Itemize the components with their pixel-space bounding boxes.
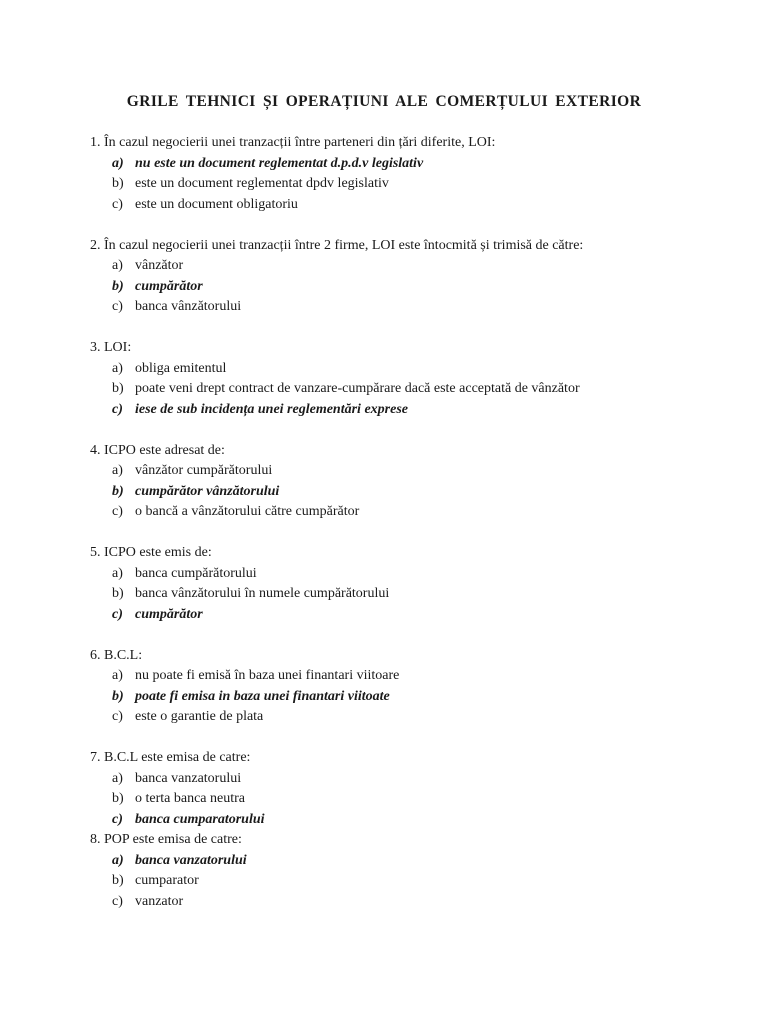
question-list <box>90 133 690 933</box>
question-item <box>90 830 690 912</box>
answer-list <box>90 851 690 913</box>
answer-list <box>90 666 690 728</box>
document-title: GRILE TEHNICI ȘI OPERAȚIUNI ALE COMERȚULUI EXTERIOR <box>126 93 642 110</box>
answer-text: poate fi emisa in baza unei finantari viitoate <box>135 688 390 704</box>
answer-letter: b) <box>112 176 124 191</box>
answer-letter: c) <box>112 709 123 724</box>
answer-text: vanzator <box>135 893 184 909</box>
answer-letter: b) <box>112 586 124 601</box>
question-text: 7. B.C.L este emisa de catre: <box>90 750 251 765</box>
answer-option <box>90 195 690 216</box>
correct-answer-option <box>90 810 690 831</box>
answer-text: banca vanzatorului <box>135 852 247 868</box>
answer-text: poate veni drept contract de vanzare-cumpărare dacă este acceptată de vânzător <box>135 381 580 396</box>
answer-option <box>90 584 690 605</box>
answer-letter: b) <box>112 483 124 499</box>
correct-answer-option <box>90 482 690 503</box>
answer-text: banca vânzătorului <box>135 299 242 314</box>
answer-letter: a) <box>112 565 123 581</box>
question-item <box>90 236 690 318</box>
answer-letter: c) <box>112 811 123 827</box>
answer-list <box>90 154 690 216</box>
question-item <box>90 441 690 523</box>
answer-option <box>90 297 690 318</box>
answer-letter: b) <box>112 873 124 888</box>
answer-text: vânzător <box>135 258 184 273</box>
question-text: 6. B.C.L: <box>90 647 143 663</box>
question-item <box>90 646 690 728</box>
answer-letter: c) <box>112 299 123 314</box>
answer-letter: b) <box>112 688 124 704</box>
answer-letter: b) <box>112 381 124 396</box>
answer-list <box>90 461 690 523</box>
answer-text: cumpărător vânzătorului <box>135 483 280 499</box>
answer-text: o bancă a vânzătorului către cumpărător <box>135 504 360 519</box>
answer-text: nu poate fi emisă în baza unei finantari viitoare <box>135 668 400 683</box>
answer-text: cumpărător <box>135 606 203 622</box>
question-item <box>90 748 690 830</box>
correct-answer-option <box>90 851 690 872</box>
question-text: 3. LOI: <box>90 340 132 355</box>
answer-letter: c) <box>112 196 123 212</box>
answer-letter: a) <box>112 258 123 273</box>
question-text: 2. În cazul negocierii unei tranzacții între 2 firme, LOI este întocmită și trimisă de către: <box>90 237 584 253</box>
answer-text: cumpărător <box>135 278 203 294</box>
answer-letter: b) <box>112 278 124 294</box>
answer-list <box>90 359 690 421</box>
answer-text: o terta banca neutra <box>135 791 245 806</box>
answer-text: vânzător cumpărătorului <box>135 463 273 478</box>
answer-letter: c) <box>112 401 123 417</box>
answer-option <box>90 502 690 523</box>
answer-text: este un document obligatoriu <box>135 196 298 212</box>
answer-text: este o garantie de plata <box>135 709 264 724</box>
answer-text: nu este un document reglementat d.p.d.v legislativ <box>135 155 424 171</box>
answer-text: banca cumpărătorului <box>135 565 257 581</box>
answer-option <box>90 707 690 728</box>
answer-option <box>90 666 690 687</box>
answer-option <box>90 256 690 277</box>
question-text: 5. ICPO este emis de: <box>90 545 212 560</box>
answer-text: obliga emitentul <box>135 360 227 376</box>
answer-letter: c) <box>112 504 123 519</box>
question-text: 1. În cazul negocierii unei tranzacții între parteneri din țări diferite, LOI: <box>90 135 496 150</box>
answer-letter: a) <box>112 360 123 376</box>
answer-option <box>90 789 690 810</box>
answer-list <box>90 256 690 318</box>
question-text: 8. POP este emisa de catre: <box>90 832 242 847</box>
correct-answer-option <box>90 154 690 175</box>
answer-letter: a) <box>112 668 123 683</box>
answer-option <box>90 174 690 195</box>
question-item <box>90 338 690 420</box>
answer-letter: c) <box>112 893 123 909</box>
answer-option <box>90 379 690 400</box>
answer-option <box>90 892 690 913</box>
answer-list <box>90 564 690 626</box>
answer-option <box>90 359 690 380</box>
answer-option <box>90 461 690 482</box>
correct-answer-option <box>90 687 690 708</box>
answer-text: banca cumparatorului <box>135 811 265 827</box>
answer-option <box>90 871 690 892</box>
answer-text: banca vânzătorului în numele cumpărătorului <box>135 586 390 601</box>
answer-option <box>90 564 690 585</box>
answer-text: banca vanzatorului <box>135 770 242 786</box>
answer-text: este un document reglementat dpdv legislativ <box>135 176 389 191</box>
answer-letter: a) <box>112 852 124 868</box>
answer-text: iese de sub incidența unei reglementări exprese <box>135 401 408 417</box>
correct-answer-option <box>90 277 690 298</box>
answer-text: cumparator <box>135 873 199 888</box>
answer-letter: a) <box>112 463 123 478</box>
answer-option <box>90 769 690 790</box>
question-item <box>90 133 690 215</box>
answer-letter: a) <box>112 770 123 786</box>
correct-answer-option <box>90 400 690 421</box>
answer-letter: b) <box>112 791 124 806</box>
question-item <box>90 543 690 625</box>
answer-letter: c) <box>112 606 123 622</box>
correct-answer-option <box>90 605 690 626</box>
answer-letter: a) <box>112 155 124 171</box>
question-text: 4. ICPO este adresat de: <box>90 442 225 458</box>
answer-list <box>90 769 690 831</box>
